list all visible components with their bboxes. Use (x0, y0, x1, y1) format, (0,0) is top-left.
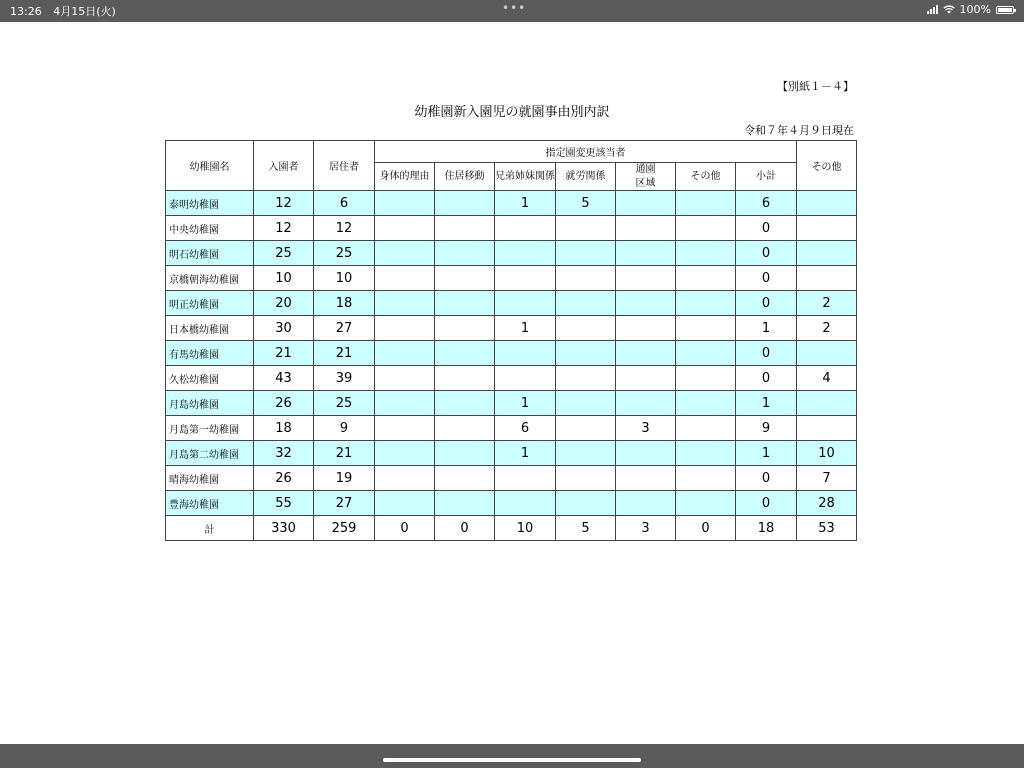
table-cell (556, 416, 616, 441)
enrollment-table (165, 140, 857, 541)
table-cell: 0 (736, 216, 797, 241)
kindergarten-name: 久松幼稚園 (166, 366, 254, 391)
table-cell: 0 (736, 291, 797, 316)
table-cell: 39 (314, 366, 375, 391)
table-cell (616, 491, 676, 516)
table-cell (435, 341, 495, 366)
table-cell: 4 (797, 366, 857, 391)
table-cell: 2 (797, 316, 857, 341)
table-cell: 1 (736, 441, 797, 466)
table-cell (616, 216, 676, 241)
table-row (166, 316, 857, 341)
table-cell (375, 291, 435, 316)
status-right (927, 3, 1014, 16)
status-time: 13:26 (10, 5, 42, 18)
table-cell: 9 (314, 416, 375, 441)
table-cell: 0 (676, 516, 736, 541)
table-cell (495, 291, 556, 316)
table-cell (556, 266, 616, 291)
table-cell: 1 (495, 316, 556, 341)
table-cell (495, 366, 556, 391)
table-cell: 19 (314, 466, 375, 491)
table-cell (556, 391, 616, 416)
table-cell (797, 341, 857, 366)
table-cell (495, 216, 556, 241)
signal-icon (927, 5, 938, 14)
table-cell (676, 191, 736, 216)
table-cell (435, 441, 495, 466)
kindergarten-name: 月島幼稚園 (166, 391, 254, 416)
multitasking-dots-icon[interactable]: ••• (502, 1, 527, 15)
status-left (10, 3, 124, 19)
table-cell: 6 (495, 416, 556, 441)
kindergarten-name: 明石幼稚園 (166, 241, 254, 266)
document-reference: 【別紙１－４】 (777, 80, 854, 93)
table-cell (375, 466, 435, 491)
table-cell (676, 216, 736, 241)
table-cell (435, 366, 495, 391)
table-cell: 3 (616, 416, 676, 441)
table-cell (676, 266, 736, 291)
table-cell: 21 (314, 441, 375, 466)
table-row (166, 491, 857, 516)
table-cell: 330 (254, 516, 314, 541)
table-cell: 43 (254, 366, 314, 391)
table-row (166, 191, 857, 216)
subheader-cell: 住居移動 (435, 163, 495, 191)
table-cell: 0 (435, 516, 495, 541)
table-cell (676, 391, 736, 416)
table-cell: 1 (495, 191, 556, 216)
table-cell (435, 191, 495, 216)
table-cell (676, 341, 736, 366)
table-cell: 26 (254, 466, 314, 491)
table-cell (435, 266, 495, 291)
header-name: 幼稚園名 (166, 141, 254, 191)
table-cell (435, 316, 495, 341)
table-cell (375, 366, 435, 391)
table-cell: 259 (314, 516, 375, 541)
table-cell (375, 316, 435, 341)
table-cell: 0 (736, 491, 797, 516)
table-cell: 53 (797, 516, 857, 541)
table-cell: 20 (254, 291, 314, 316)
table-cell (435, 216, 495, 241)
table-cell (616, 241, 676, 266)
kindergarten-name: 明正幼稚園 (166, 291, 254, 316)
table-cell: 12 (254, 216, 314, 241)
kindergarten-name: 月島第二幼稚園 (166, 441, 254, 466)
table-cell (556, 441, 616, 466)
battery-percent: 100% (959, 3, 991, 16)
kindergarten-name: 有馬幼稚園 (166, 341, 254, 366)
table-cell (375, 191, 435, 216)
table-cell: 5 (556, 191, 616, 216)
home-indicator[interactable] (383, 758, 641, 762)
status-date: 4月15日(火) (53, 5, 116, 18)
table-cell: 12 (254, 191, 314, 216)
table-cell (676, 441, 736, 466)
table-cell (556, 216, 616, 241)
table-cell (435, 391, 495, 416)
table-cell: 1 (736, 316, 797, 341)
table-cell (375, 441, 435, 466)
table-row (166, 366, 857, 391)
table-cell (556, 316, 616, 341)
table-cell (556, 241, 616, 266)
table-cell (556, 466, 616, 491)
table-cell (435, 416, 495, 441)
table-cell: 27 (314, 491, 375, 516)
table-cell: 18 (736, 516, 797, 541)
table-cell (375, 241, 435, 266)
table-cell: 6 (314, 191, 375, 216)
table-cell (375, 216, 435, 241)
table-cell (616, 191, 676, 216)
table-cell: 0 (736, 341, 797, 366)
table-cell (495, 341, 556, 366)
kindergarten-name: 晴海幼稚園 (166, 466, 254, 491)
table-cell: 10 (314, 266, 375, 291)
table-cell (616, 441, 676, 466)
table-cell (495, 491, 556, 516)
table-row (166, 266, 857, 291)
wifi-icon (943, 5, 955, 14)
table-cell (797, 216, 857, 241)
table-cell: 1 (495, 391, 556, 416)
subheader-cell: 就労関係 (556, 163, 616, 191)
table-cell: 21 (314, 341, 375, 366)
bottom-bar (0, 744, 1024, 768)
table-cell: 18 (314, 291, 375, 316)
subheader-cell: 兄弟姉妹関係 (495, 163, 556, 191)
kindergarten-name: 中央幼稚園 (166, 216, 254, 241)
kindergarten-name: 豊海幼稚園 (166, 491, 254, 516)
table-cell: 12 (314, 216, 375, 241)
table-cell: 0 (736, 266, 797, 291)
table-cell (435, 491, 495, 516)
table-cell: 2 (797, 291, 857, 316)
subheader-cell: 身体的理由 (375, 163, 435, 191)
table-cell: 25 (254, 241, 314, 266)
table-cell (616, 266, 676, 291)
kindergarten-name: 日本橋幼稚園 (166, 316, 254, 341)
table-cell (797, 191, 857, 216)
table-cell (495, 466, 556, 491)
table-cell (676, 491, 736, 516)
table-cell (797, 241, 857, 266)
subheader-cell: 小計 (736, 163, 797, 191)
table-cell: 10 (495, 516, 556, 541)
table-cell (616, 466, 676, 491)
table-cell: 21 (254, 341, 314, 366)
table-cell: 55 (254, 491, 314, 516)
header-change-group: 指定園変更該当者 (375, 141, 797, 163)
table-cell: 7 (797, 466, 857, 491)
table-cell (556, 341, 616, 366)
table-cell: 10 (797, 441, 857, 466)
table-cell: 9 (736, 416, 797, 441)
table-cell (556, 291, 616, 316)
table-cell: 25 (314, 391, 375, 416)
table-row (166, 466, 857, 491)
table-cell: 30 (254, 316, 314, 341)
table-row (166, 241, 857, 266)
table-cell (495, 266, 556, 291)
status-bar (0, 0, 1024, 20)
battery-icon (996, 6, 1014, 14)
table-row (166, 291, 857, 316)
table-cell (375, 416, 435, 441)
table-cell (676, 366, 736, 391)
table-cell: 28 (797, 491, 857, 516)
table-cell: 1 (736, 391, 797, 416)
table-cell: 26 (254, 391, 314, 416)
table-cell (375, 266, 435, 291)
table-cell: 27 (314, 316, 375, 341)
table-cell (495, 241, 556, 266)
kindergarten-name: 計 (166, 516, 254, 541)
table-cell (616, 366, 676, 391)
table-cell (435, 466, 495, 491)
table-cell (556, 491, 616, 516)
table-cell (797, 266, 857, 291)
table-row (166, 341, 857, 366)
table-cell: 3 (616, 516, 676, 541)
table-cell (676, 316, 736, 341)
table-cell (616, 341, 676, 366)
subheader-cell: その他 (676, 163, 736, 191)
table-cell: 25 (314, 241, 375, 266)
table-cell (616, 391, 676, 416)
table-cell (676, 291, 736, 316)
subheader-cell: 通園 区域 (616, 163, 676, 191)
table-cell (797, 416, 857, 441)
total-row (166, 516, 857, 541)
kindergarten-name: 月島第一幼稚園 (166, 416, 254, 441)
table-cell (797, 391, 857, 416)
table-cell: 0 (375, 516, 435, 541)
table-cell: 1 (495, 441, 556, 466)
table-row (166, 216, 857, 241)
table-cell (616, 291, 676, 316)
table-cell (556, 366, 616, 391)
table-cell (375, 341, 435, 366)
header-resident: 居住者 (314, 141, 375, 191)
document-date: 令和７年４月９日現在 (744, 124, 854, 137)
table-cell (676, 241, 736, 266)
table-cell (676, 466, 736, 491)
header-other: その他 (797, 141, 857, 191)
table-cell: 0 (736, 241, 797, 266)
document-title: 幼稚園新入園児の就園事由別内訳 (414, 105, 610, 120)
table-row (166, 441, 857, 466)
kindergarten-name: 京橋朝海幼稚園 (166, 266, 254, 291)
table-cell (375, 491, 435, 516)
table-cell: 6 (736, 191, 797, 216)
table-cell (676, 416, 736, 441)
table-row (166, 416, 857, 441)
table-row (166, 391, 857, 416)
table-cell: 18 (254, 416, 314, 441)
table-cell (435, 291, 495, 316)
table-cell: 32 (254, 441, 314, 466)
table-cell (435, 241, 495, 266)
header-enrolled: 入園者 (254, 141, 314, 191)
table-cell (375, 391, 435, 416)
table-cell: 0 (736, 466, 797, 491)
table-cell: 0 (736, 366, 797, 391)
table-cell (616, 316, 676, 341)
table-cell: 5 (556, 516, 616, 541)
kindergarten-name: 泰明幼稚園 (166, 191, 254, 216)
table-cell: 10 (254, 266, 314, 291)
